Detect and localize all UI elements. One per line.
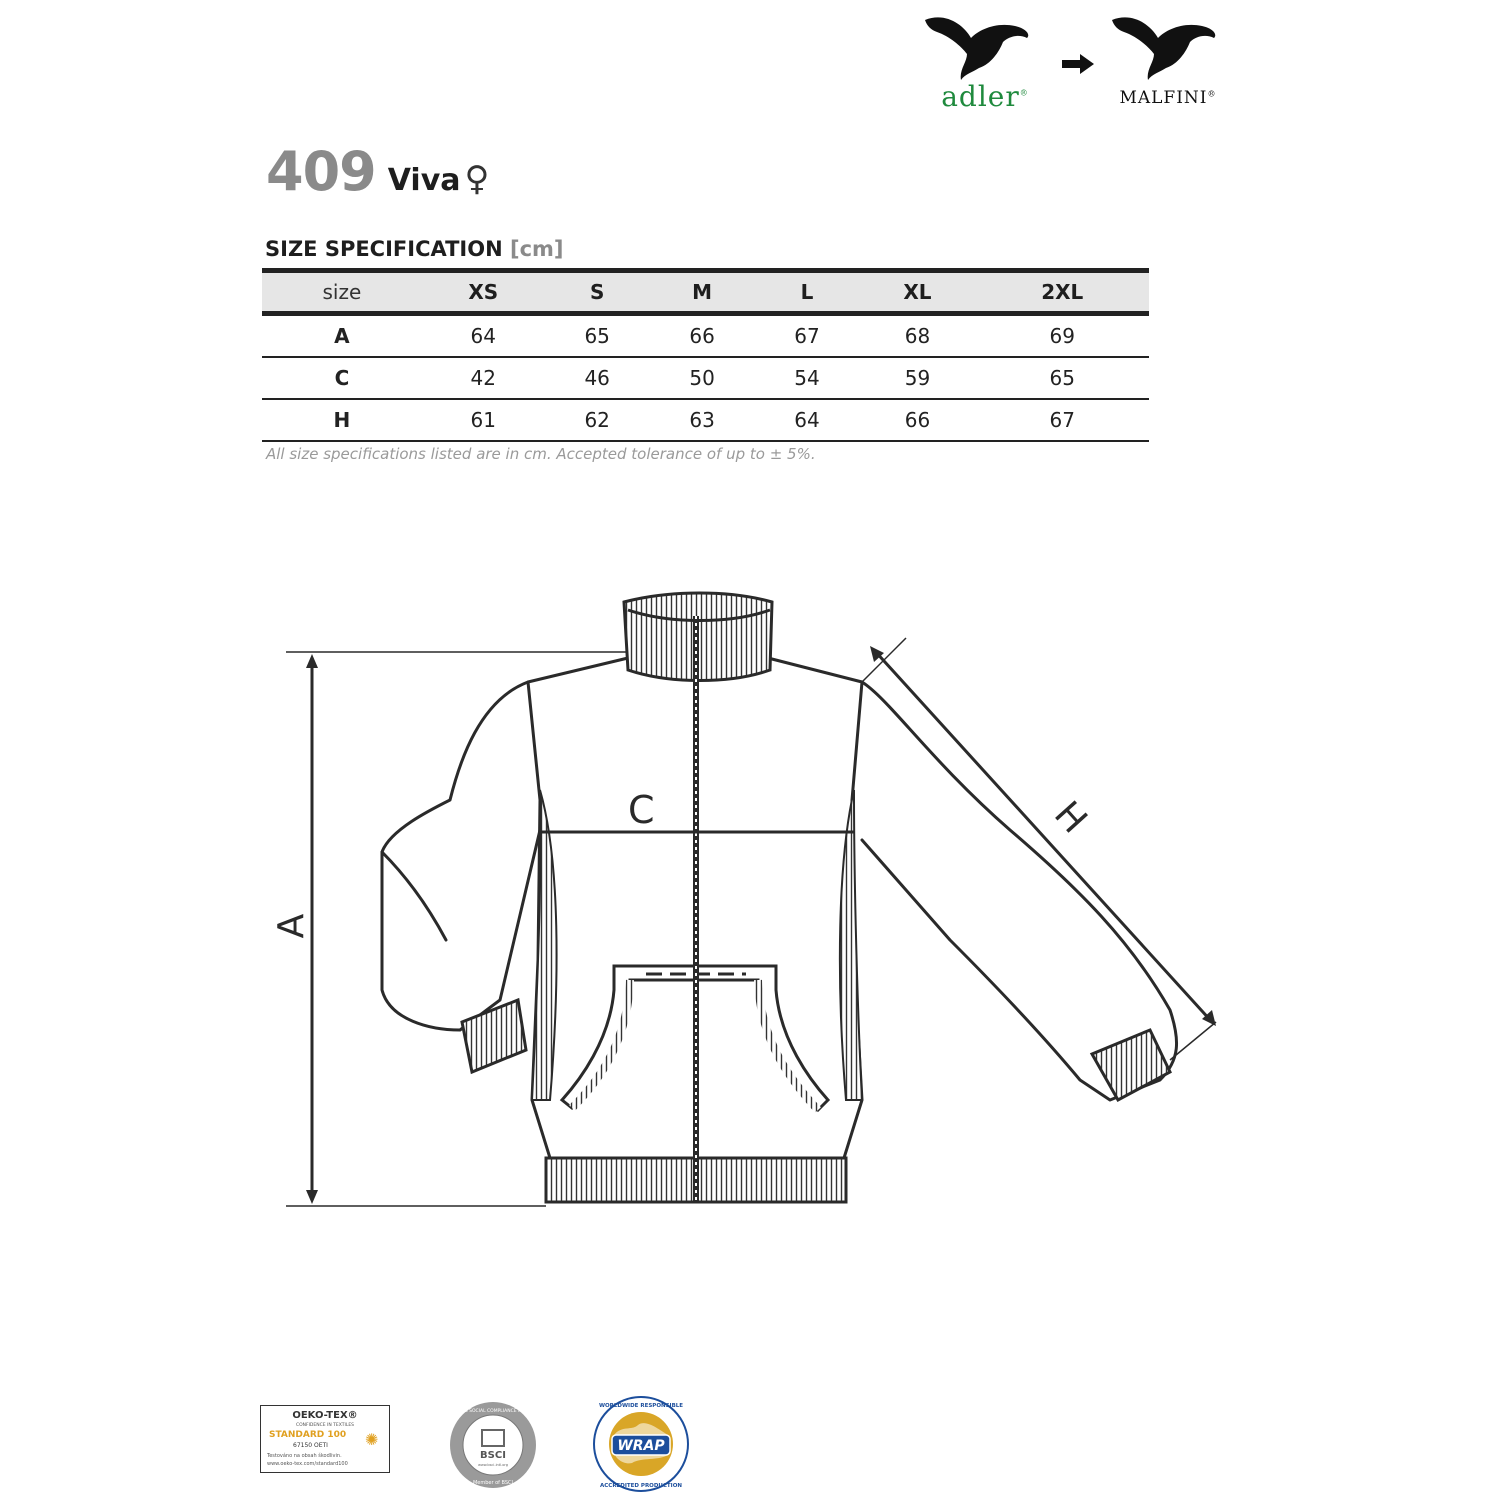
table-row	[262, 314, 1149, 358]
table-cell: 54	[755, 357, 860, 399]
row-label: H	[262, 399, 422, 441]
svg-text:www.bsci-intl.org: www.bsci-intl.org	[478, 1463, 508, 1467]
size-col-l: L	[755, 271, 860, 314]
left-side-panel	[532, 790, 557, 1100]
malfini-logo: MALFINI®	[1098, 8, 1238, 108]
flower-icon: ✺	[365, 1430, 379, 1449]
label-h: H	[1046, 793, 1095, 842]
size-col-s: S	[545, 271, 650, 314]
table-cell: 63	[650, 399, 755, 441]
arrow-right-icon	[1060, 52, 1096, 76]
size-col-xs: XS	[422, 271, 545, 314]
svg-text:WRAP: WRAP	[617, 1438, 665, 1454]
table-cell: 66	[859, 399, 975, 441]
svg-text:Member of BSCI: Member of BSCI	[472, 1480, 514, 1486]
size-col-xl: XL	[859, 271, 975, 314]
eagle-icon	[915, 8, 1055, 88]
svg-text:ACCREDITED PRODUCTION: ACCREDITED PRODUCTION	[599, 1483, 683, 1489]
table-cell: 65	[976, 357, 1150, 399]
table-header-row	[262, 271, 1149, 314]
size-table	[262, 268, 1149, 442]
svg-text:WORLDWIDE RESPONSIBLE: WORLDWIDE RESPONSIBLE	[598, 1403, 684, 1409]
table-cell: 61	[422, 399, 545, 441]
table-cell: 67	[755, 314, 860, 358]
row-label: A	[262, 314, 422, 358]
table-cell: 42	[422, 357, 545, 399]
svg-text:BSCI: BSCI	[480, 1450, 506, 1461]
svg-text:BUSINESS SOCIAL COMPLIANCE INI: BUSINESS SOCIAL COMPLIANCE INITIATIVE	[448, 1409, 538, 1414]
jacket-diagram	[250, 560, 1250, 1240]
table-cell: 46	[545, 357, 650, 399]
table-row	[262, 357, 1149, 399]
female-icon: ♀	[464, 159, 490, 199]
label-a: A	[271, 913, 312, 939]
measure-h-line	[874, 650, 1212, 1022]
table-cell: 59	[859, 357, 975, 399]
eagle-icon	[1098, 8, 1238, 88]
row-label: C	[262, 357, 422, 399]
right-side-panel	[840, 790, 862, 1100]
tolerance-note: All size specifications listed are in cm. Accepted tolerance of up to ± 5%.	[266, 445, 816, 463]
left-cuff	[462, 1000, 526, 1072]
product-title	[266, 140, 489, 203]
table-cell: 62	[545, 399, 650, 441]
malfini-wordmark: MALFINI	[1119, 88, 1208, 108]
label-c: C	[628, 788, 655, 832]
wrap-badge	[592, 1395, 690, 1493]
table-cell: 66	[650, 314, 755, 358]
right-cuff	[1092, 1030, 1170, 1100]
product-code: 409	[266, 140, 376, 203]
table-cell: 64	[755, 399, 860, 441]
table-cell: 50	[650, 357, 755, 399]
oeko-tex-badge: OEKO-TEX® CONFIDENCE IN TEXTILES STANDARD 100 67150 OETI Testováno na obsah škodlivin. www.oeko-tex.com/standard100 ✺	[260, 1405, 390, 1473]
bsci-badge	[448, 1400, 538, 1490]
product-name: Viva	[387, 163, 461, 198]
table-cell: 68	[859, 314, 975, 358]
size-col-2xl: 2XL	[976, 271, 1150, 314]
size-spec-heading: SIZE SPECIFICATION [cm]	[265, 237, 564, 261]
left-sleeve	[382, 682, 540, 1030]
adler-logo: adler®	[915, 8, 1055, 108]
table-cell: 67	[976, 399, 1150, 441]
size-header-label: size	[262, 271, 422, 314]
spec-unit: [cm]	[509, 237, 564, 261]
adler-wordmark: adler	[941, 80, 1020, 113]
table-row	[262, 399, 1149, 441]
table-cell: 65	[545, 314, 650, 358]
size-col-m: M	[650, 271, 755, 314]
table-cell: 69	[976, 314, 1150, 358]
table-cell: 64	[422, 314, 545, 358]
